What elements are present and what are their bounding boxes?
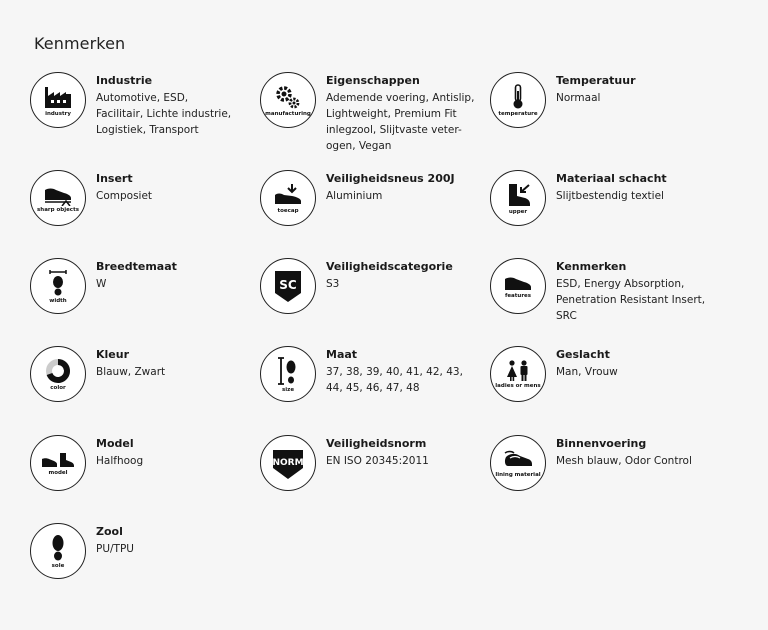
feature-value: Composiet bbox=[96, 190, 153, 202]
ladies-mens-icon-caption: ladies or mens bbox=[495, 382, 541, 389]
shoe-model-icon bbox=[30, 435, 86, 491]
feature-eigenschappen bbox=[260, 70, 490, 168]
color-ring-icon bbox=[30, 346, 86, 402]
feature-materiaal-schacht bbox=[490, 168, 720, 256]
feature-veiligheidsnorm bbox=[260, 433, 490, 521]
shoe-features-icon-caption: features bbox=[504, 292, 532, 299]
feature-insert bbox=[30, 168, 260, 256]
feature-value: Automotive, ESD, Facilitair, Lichte industrie, Logistiek, Transport bbox=[96, 92, 232, 136]
feature-label: Breedtemaat bbox=[96, 260, 177, 273]
feature-value: 37, 38, 39, 40, 41, 42, 43, 44, 45, 46, 47, 48 bbox=[326, 366, 463, 394]
feature-label: Model bbox=[96, 437, 134, 450]
feature-value: Normaal bbox=[556, 92, 601, 104]
feature-label: Maat bbox=[326, 348, 358, 361]
boot-upper-icon bbox=[490, 170, 546, 226]
norm-shield-icon bbox=[260, 435, 316, 491]
feature-maat bbox=[260, 344, 490, 433]
shoe-model-icon-caption: model bbox=[48, 469, 68, 476]
feature-value: Blauw, Zwart bbox=[96, 366, 166, 378]
lining-material-icon-caption: lining material bbox=[495, 471, 541, 478]
sole-icon-caption: sole bbox=[51, 562, 65, 569]
feature-kenmerken bbox=[490, 256, 720, 344]
feature-value: W bbox=[96, 278, 107, 290]
norm-shield-text: NORM bbox=[272, 458, 304, 468]
feature-label: Veiligheidscategorie bbox=[326, 260, 453, 273]
features-grid bbox=[30, 70, 720, 609]
industry-icon-caption: industry bbox=[45, 110, 71, 117]
feature-industrie bbox=[30, 70, 260, 168]
feature-temperatuur bbox=[490, 70, 720, 168]
feature-label: Kenmerken bbox=[556, 260, 627, 273]
toecap-icon bbox=[260, 170, 316, 226]
boot-upper-icon-caption: upper bbox=[508, 208, 528, 215]
feature-value: Mesh blauw, Odor Control bbox=[556, 455, 692, 467]
size-icon-caption: size bbox=[281, 386, 295, 393]
feature-label: Geslacht bbox=[556, 348, 610, 361]
feature-label: Kleur bbox=[96, 348, 130, 361]
feature-label: Materiaal schacht bbox=[556, 172, 667, 185]
shoe-sharp-objects-icon bbox=[30, 170, 86, 226]
industry-icon bbox=[30, 72, 86, 128]
shield-sc-text: SC bbox=[279, 278, 297, 292]
feature-label: Binnenvoering bbox=[556, 437, 647, 450]
feature-veiligheidscategorie bbox=[260, 256, 490, 344]
feature-model bbox=[30, 433, 260, 521]
ladies-mens-icon bbox=[490, 346, 546, 402]
feature-geslacht bbox=[490, 344, 720, 433]
feature-value: S3 bbox=[326, 278, 340, 290]
feature-zool bbox=[30, 521, 260, 609]
feature-binnenvoering bbox=[490, 433, 720, 521]
feature-label: Industrie bbox=[96, 74, 153, 87]
size-icon bbox=[260, 346, 316, 402]
thermometer-icon bbox=[490, 72, 546, 128]
feature-kleur bbox=[30, 344, 260, 433]
feature-value: Ademende voering, Antislip, Lightweight, Premium Fit inlegzool, Slijtvaste veter-ogen, Vegan bbox=[326, 92, 475, 152]
section-heading: Kenmerken bbox=[34, 34, 126, 53]
feature-value: ESD, Energy Absorption, Penetration Resistant Insert, SRC bbox=[556, 278, 706, 322]
feature-value: Aluminium bbox=[326, 190, 383, 202]
shoe-features-icon bbox=[490, 258, 546, 314]
feature-value: PU/TPU bbox=[96, 543, 134, 555]
feature-value: Slijtbestendig textiel bbox=[556, 190, 664, 202]
footprint-width-icon-caption: width bbox=[49, 297, 67, 304]
shoe-sharp-objects-icon-caption: sharp objects bbox=[37, 206, 79, 213]
feature-label: Veiligheidsnorm bbox=[326, 437, 427, 450]
feature-label: Eigenschappen bbox=[326, 74, 420, 87]
feature-value: Man, Vrouw bbox=[556, 366, 618, 378]
feature-label: Zool bbox=[96, 525, 123, 538]
lining-material-icon bbox=[490, 435, 546, 491]
gears-icon bbox=[260, 72, 316, 128]
gears-icon-caption: manufacturing bbox=[265, 110, 311, 117]
feature-breedtemaat bbox=[30, 256, 260, 344]
feature-label: Insert bbox=[96, 172, 133, 185]
feature-value: EN ISO 20345:2011 bbox=[326, 455, 429, 467]
color-ring-icon-caption: color bbox=[50, 384, 66, 391]
feature-value: Halfhoog bbox=[96, 455, 144, 467]
thermometer-icon-caption: temperature bbox=[498, 110, 538, 117]
sole-icon bbox=[30, 523, 86, 579]
feature-label: Veiligheidsneus 200J bbox=[326, 172, 455, 185]
feature-label: Temperatuur bbox=[556, 74, 636, 87]
footprint-width-icon bbox=[30, 258, 86, 314]
toecap-icon-caption: toecap bbox=[277, 207, 299, 214]
feature-veiligheidsneus bbox=[260, 168, 490, 256]
shield-sc-icon bbox=[260, 258, 316, 314]
